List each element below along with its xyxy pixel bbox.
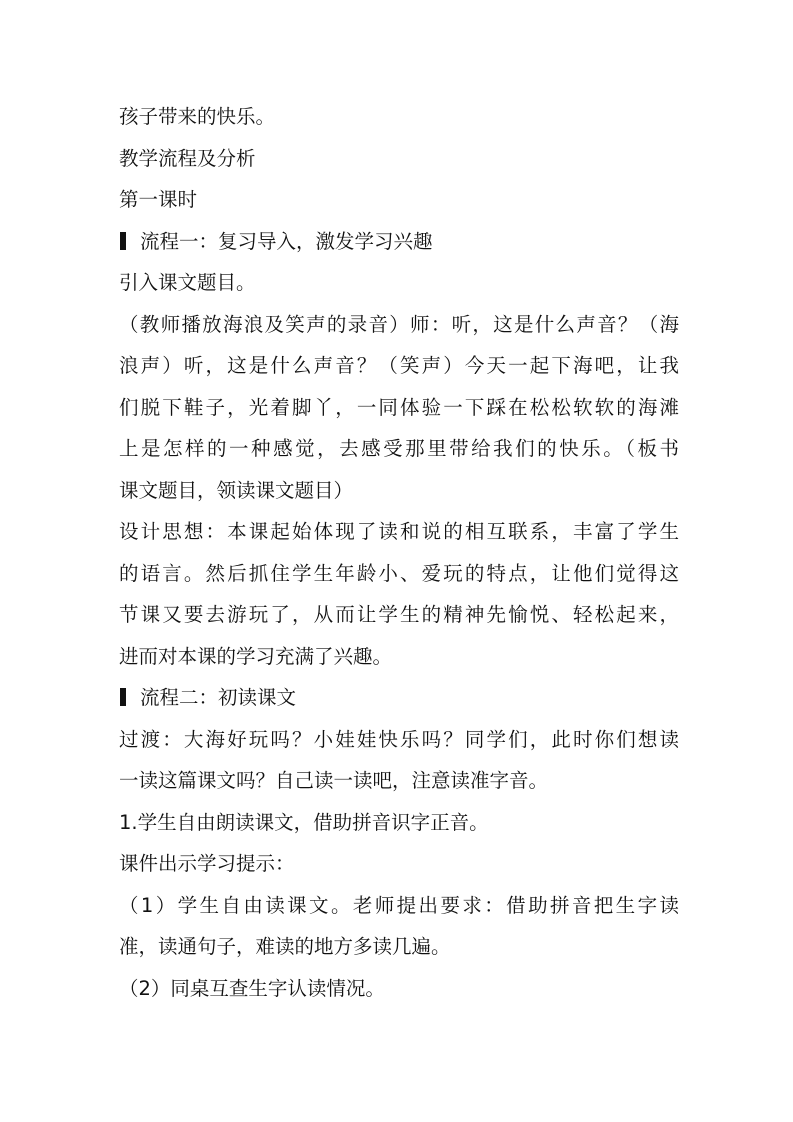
flow1-body-line: （教师播放海浪及笑声的录音）师：听，这是什么声音？（海 xyxy=(119,312,679,336)
flow1-heading-text: 流程一：复习导入，激发学习兴趣 xyxy=(140,229,433,253)
prompt-label: 课件出示学习提示： xyxy=(119,852,295,875)
paragraph-continuation: 孩子带来的快乐。 xyxy=(119,105,276,128)
design-thought-line: 的语言。然后抓住学生年龄小、爱玩的特点，让他们觉得这 xyxy=(119,561,679,585)
section-title: 教学流程及分析 xyxy=(119,146,256,170)
transition-line: 过渡：大海好玩吗？小娃娃快乐吗？同学们，此时你们想读 xyxy=(119,727,679,751)
transition-line: 一读这篇课文吗？自己读一读吧，注意读准字音。 xyxy=(119,769,549,792)
prompt-item-1-line: （1）学生自由读课文。老师提出要求：借助拼音把生字读 xyxy=(119,893,679,917)
flow1-body-line: 浪声）听，这是什么声音？（笑声）今天一起下海吧，让我 xyxy=(119,354,679,377)
heading-bar-icon xyxy=(120,232,126,250)
flow2-heading xyxy=(119,677,679,719)
heading-bar-icon xyxy=(120,688,126,706)
design-thought-line: 进而对本课的学习充满了兴趣。 xyxy=(119,644,393,668)
flow1-body-line: 上是怎样的一种感觉，去感受那里带给我们的快乐。（板书 xyxy=(119,437,679,460)
flow1-body-line: 们脱下鞋子，光着脚丫，一同体验一下踩在松松软软的海滩 xyxy=(119,395,679,419)
prompt-item-1-line: 准，读通句子，难读的地方多读几遍。 xyxy=(119,935,451,958)
design-thought-line: 节课又要去游玩了，从而让学生的精神先愉悦、轻松起来， xyxy=(119,603,679,626)
lesson-title: 第一课时 xyxy=(119,188,198,211)
flow1-intro: 引入课文题目。 xyxy=(119,271,256,294)
flow1-body-line: 课文题目，领读课文题目） xyxy=(119,478,354,502)
document-body xyxy=(119,96,679,1009)
flow2-heading-text: 流程二：初读课文 xyxy=(140,686,297,709)
prompt-item-2: （2）同桌互查生字认读情况。 xyxy=(119,976,385,1000)
flow1-heading xyxy=(119,221,679,263)
design-thought-line: 设计思想：本课起始体现了读和说的相互联系，丰富了学生 xyxy=(119,520,679,543)
step-1: 1.学生自由朗读课文，借助拼音识字正音。 xyxy=(119,810,489,834)
